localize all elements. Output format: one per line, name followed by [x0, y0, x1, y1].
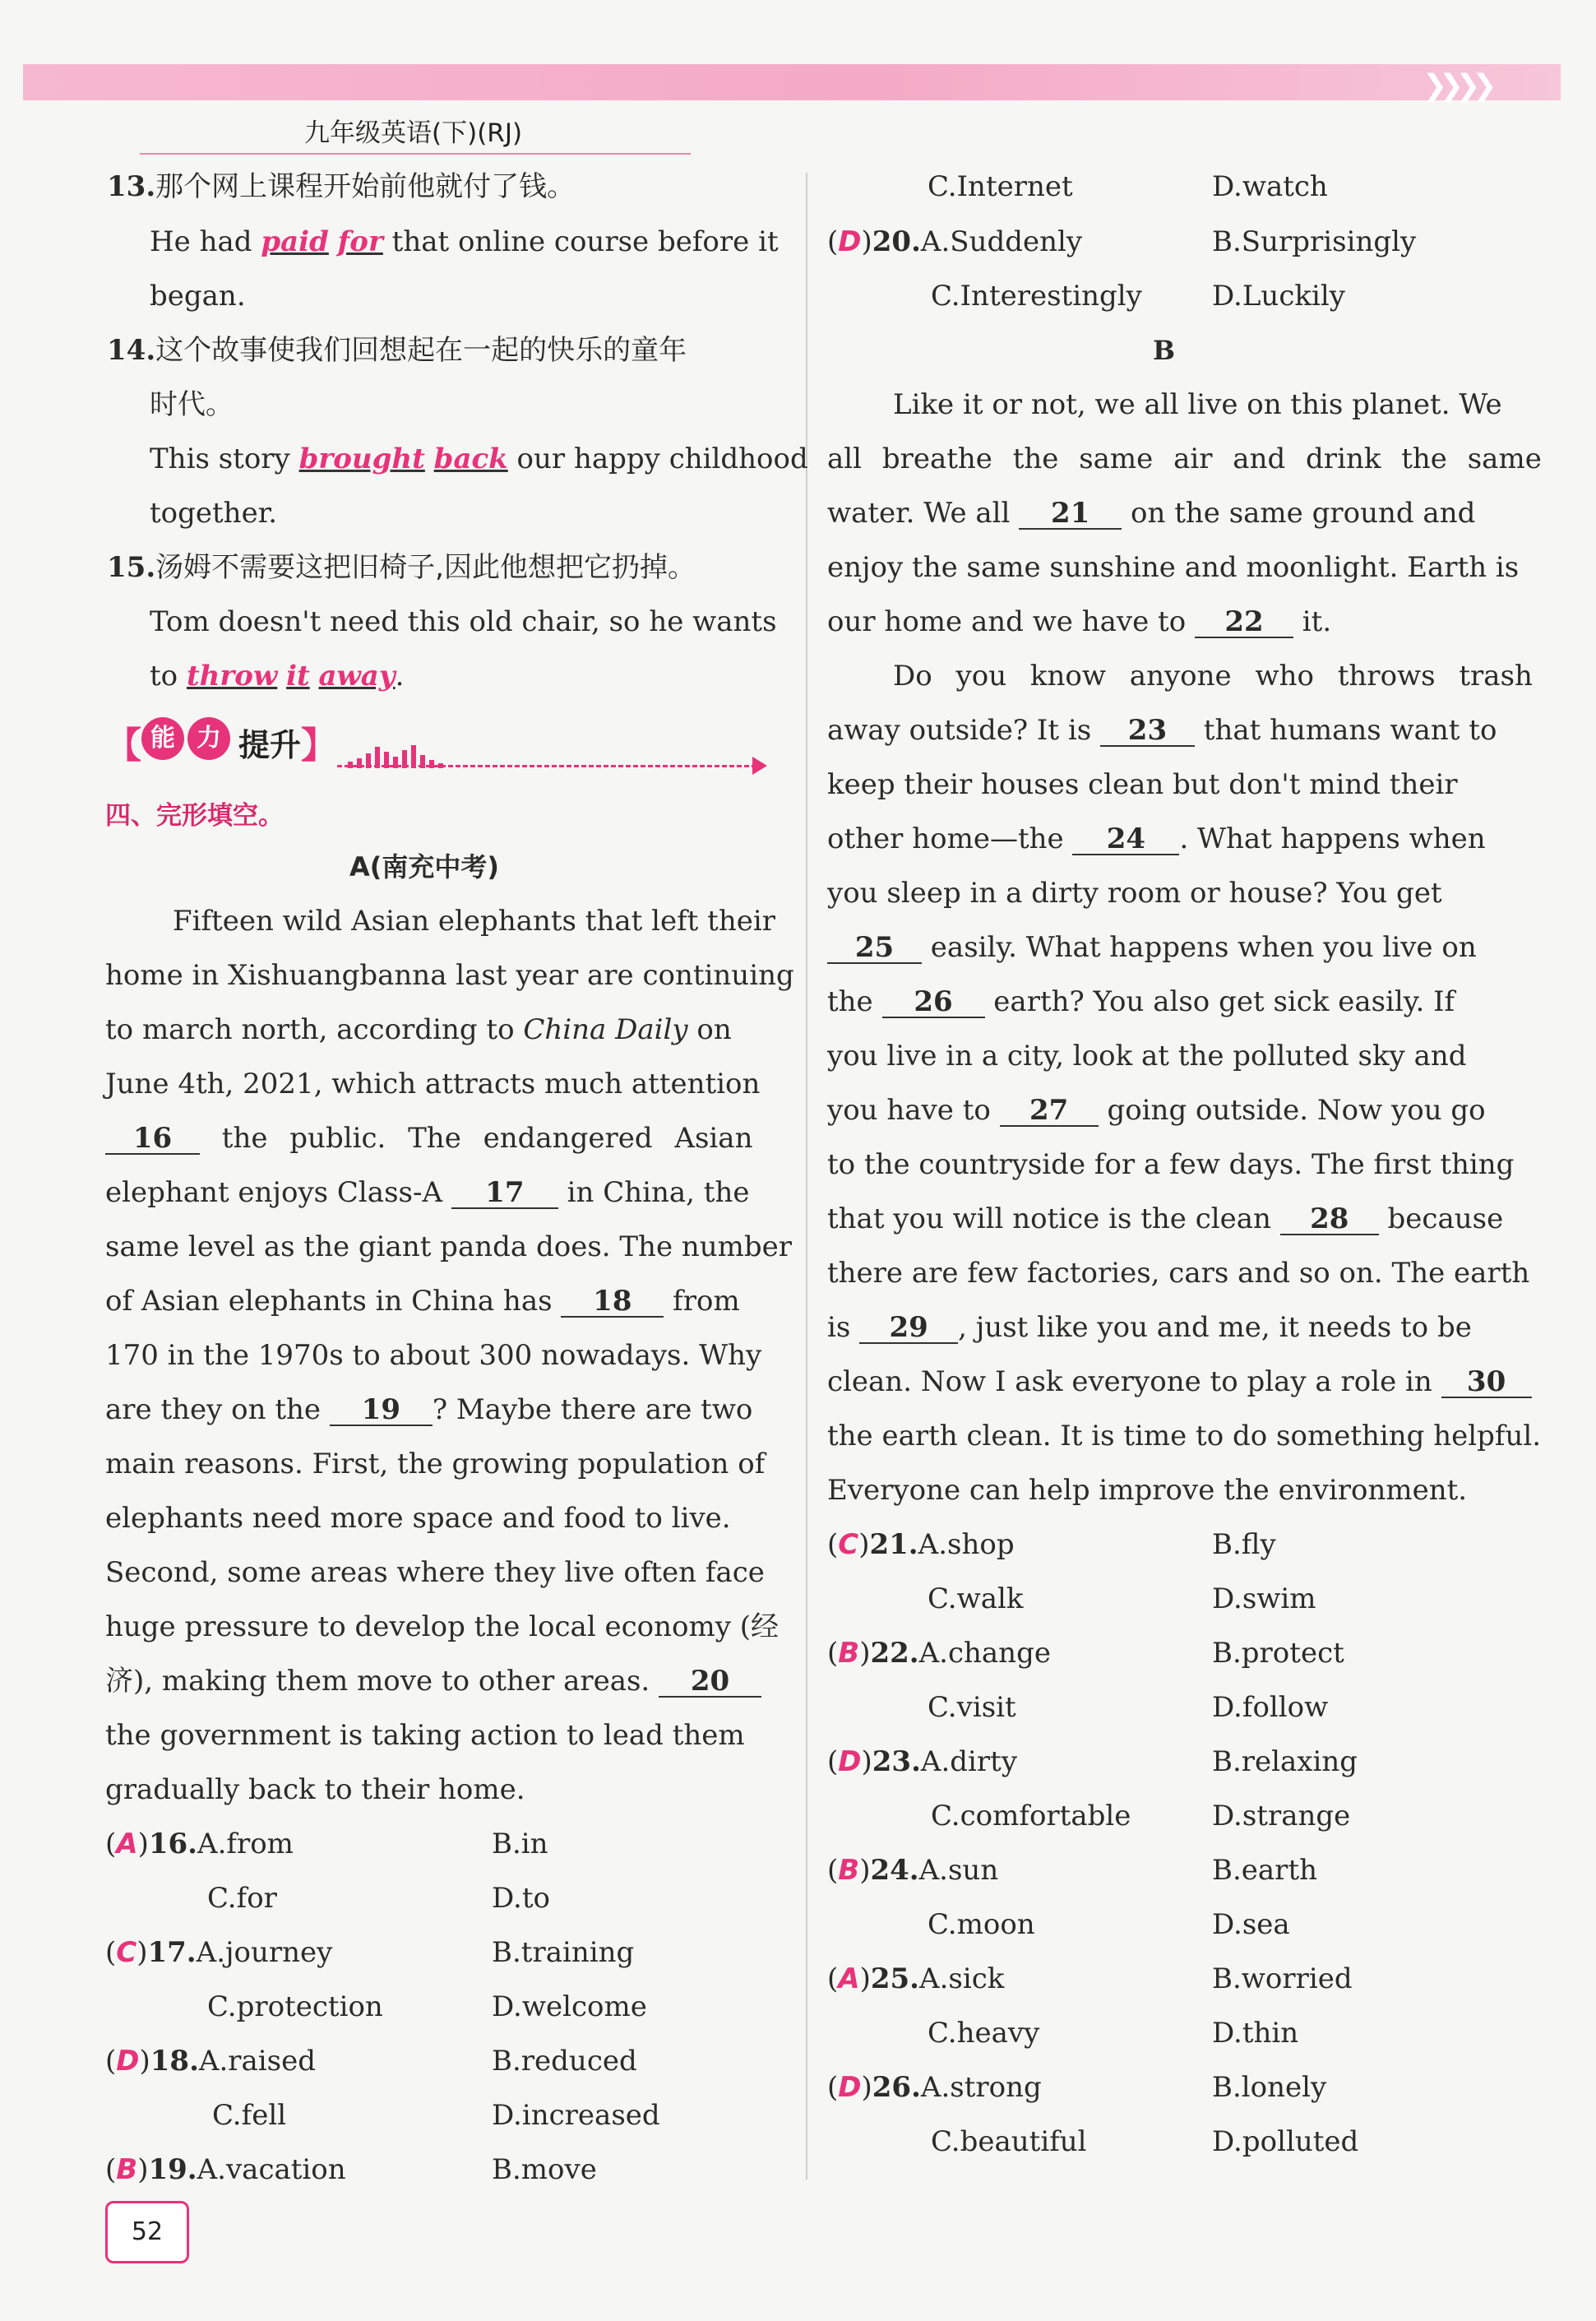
banner-dashed-line: [337, 765, 756, 767]
q13-answer-2: for: [337, 225, 383, 258]
option-row-26: (D)26.A.strong: [827, 2071, 1042, 2104]
option-21-c: C.walk: [928, 1582, 1024, 1615]
passage-b-line: away outside? It is 23 that humans want to: [827, 714, 1497, 747]
passage-a-line: are they on the 19 ? Maybe there are two: [105, 1393, 753, 1426]
banner-text: 提升: [238, 726, 302, 763]
passage-a-line: elephants need more space and food to live.: [105, 1502, 731, 1535]
option-row-18: (D)18.A.raised: [105, 2045, 317, 2078]
q14-prompt: 14.这个故事使我们回想起在一起的快乐的童年: [107, 334, 687, 367]
option-19-b: B.move: [492, 2153, 597, 2186]
q15-sentence: Tom doesn't need this old chair, so he wants: [150, 605, 777, 638]
option-row-25: (A)25.A.sick: [827, 1962, 1005, 1995]
option-16-c: C.for: [207, 1882, 277, 1915]
q13-sentence: He had paid for that online course before it: [150, 225, 779, 258]
answer-21: C: [838, 1528, 859, 1561]
page-number: 52: [105, 2201, 189, 2263]
answer-19: B: [116, 2153, 138, 2186]
banner-bars-decoration: [348, 734, 447, 749]
option-17-c: C.protection: [207, 1990, 383, 2023]
passage-a-line: Second, some areas where they live often face: [105, 1556, 765, 1589]
option-25-b: B.worried: [1212, 1962, 1353, 1995]
q14-sentence: This story brought back our happy childhood: [150, 442, 808, 475]
option-24-c: C.moon: [928, 1908, 1035, 1941]
q15-prompt: 15.汤姆不需要这把旧椅子,因此他想把它扔掉。: [107, 551, 696, 584]
answer-20: D: [838, 225, 862, 258]
passage-a-line: 170 in the 1970s to about 300 nowadays. Why: [105, 1339, 762, 1372]
option-25-d: D.thin: [1212, 2017, 1299, 2050]
option-19-d: D.watch: [1212, 170, 1328, 203]
option-26-d: D.polluted: [1212, 2125, 1359, 2158]
passage-a-line: 济), making them move to other areas. 20: [105, 1663, 761, 1699]
arrow-right-icon: [752, 757, 767, 775]
passage-a-line: huge pressure to develop the local economy (经: [105, 1610, 779, 1643]
passage-b-line: clean. Now I ask everyone to play a role in 30: [827, 1364, 1532, 1400]
passage-a-line: main reasons. First, the growing population of: [105, 1448, 766, 1480]
blank-19: 19: [330, 1395, 433, 1426]
q14-sentence-end: together.: [150, 497, 278, 530]
passage-b-line: Do you know anyone who throws trash: [893, 660, 1533, 693]
option-row-16: (A)16.A.from: [105, 1828, 294, 1860]
option-25-c: C.heavy: [928, 2017, 1040, 2050]
passage-b-line: is 29 , just like you and me, it needs to be: [827, 1311, 1472, 1344]
option-17-d: D.welcome: [492, 1990, 647, 2023]
passage-b-line: water. We all 21 on the same ground and: [827, 497, 1476, 530]
option-row-21: (C)21.A.shop: [827, 1528, 1015, 1561]
passage-b-line: 25 easily. What happens when you live on: [827, 929, 1477, 966]
blank-24: 24: [1072, 824, 1179, 855]
option-16-b: B.in: [492, 1828, 548, 1860]
option-row-24: (B)24.A.sun: [827, 1854, 999, 1887]
answer-17: C: [116, 1936, 137, 1969]
answer-16: A: [116, 1828, 138, 1860]
passage-b-line: to the countryside for a few days. The first thing: [827, 1148, 1515, 1181]
option-23-c: C.comfortable: [931, 1800, 1131, 1832]
q13-sentence-end: began.: [150, 280, 246, 313]
passage-a-title: A(南充中考): [349, 851, 500, 883]
option-20-d: D.Luckily: [1212, 280, 1345, 313]
option-22-c: C.visit: [928, 1691, 1016, 1724]
passage-a-line: Fifteen wild Asian elephants that left their: [173, 905, 775, 938]
passage-a-line: same level as the giant panda does. The number: [105, 1230, 793, 1263]
blank-18: 18: [561, 1286, 664, 1318]
blank-25: 25: [827, 933, 922, 964]
q15-answer-3: away: [318, 660, 396, 693]
ability-banner: 【 能 力 提升】: [105, 716, 447, 768]
answer-24: B: [838, 1854, 860, 1887]
passage-b-line: enjoy the same sunshine and moonlight. Earth is: [827, 551, 1520, 584]
option-26-c: C.beautiful: [931, 2125, 1087, 2158]
blank-26: 26: [882, 987, 985, 1018]
passage-b-line: other home—the 24 . What happens when: [827, 822, 1486, 855]
blank-23: 23: [1100, 716, 1195, 747]
section-4-title: 四、完形填空。: [105, 801, 284, 831]
header-band: [23, 64, 1561, 100]
option-16-d: D.to: [492, 1882, 550, 1915]
blank-20: 20: [659, 1666, 761, 1698]
blank-17: 17: [451, 1178, 558, 1209]
option-24-d: D.sea: [1212, 1908, 1290, 1941]
passage-a-line: June 4th, 2021, which attracts much attention: [105, 1068, 761, 1100]
option-22-d: D.follow: [1212, 1691, 1329, 1724]
option-21-b: B.fly: [1212, 1528, 1276, 1561]
q15-sentence-end: to throw it away.: [150, 660, 405, 693]
passage-b-title: B: [1153, 335, 1176, 366]
option-18-d: D.increased: [492, 2099, 660, 2132]
option-row-22: (B)22.A.change: [827, 1637, 1051, 1670]
passage-b-line: the earth clean. It is time to do something helpful.: [827, 1420, 1542, 1452]
blank-16: 16: [105, 1123, 200, 1155]
option-row-20: (D)20.A.Suddenly: [827, 225, 1083, 258]
option-row-23: (D)23.A.dirty: [827, 1745, 1018, 1778]
answer-23: D: [838, 1745, 862, 1778]
passage-b-line: keep their houses clean but don't mind their: [827, 768, 1458, 801]
option-23-b: B.relaxing: [1212, 1745, 1358, 1778]
passage-b-line: the 26 earth? You also get sick easily. If: [827, 985, 1455, 1018]
answer-18: D: [116, 2045, 140, 2078]
passage-b-line: all breathe the same air and drink the same: [827, 442, 1542, 475]
page-header-title: 九年级英语(下)(RJ): [304, 118, 523, 148]
option-24-b: B.earth: [1212, 1854, 1317, 1887]
option-26-b: B.lonely: [1212, 2071, 1327, 2104]
option-row-19: (B)19.A.vacation: [105, 2153, 346, 2186]
banner-badge-1: 能: [141, 717, 184, 760]
banner-badge-2: 力: [187, 717, 230, 760]
passage-b-line: there are few factories, cars and so on. The earth: [827, 1257, 1530, 1290]
blank-21: 21: [1019, 498, 1122, 530]
answer-25: A: [838, 1962, 860, 1995]
blank-27: 27: [1000, 1096, 1099, 1127]
passage-b-line: that you will notice is the clean 28 because: [827, 1202, 1504, 1235]
q14-answer-2: back: [433, 442, 508, 475]
passage-b-line: Like it or not, we all live on this planet. We: [893, 388, 1502, 421]
passage-a-line: the government is taking action to lead them: [105, 1719, 745, 1752]
q14-prompt-end: 时代。: [150, 388, 234, 421]
option-17-b: B.training: [492, 1936, 635, 1969]
passage-a-line: gradually back to their home.: [105, 1773, 525, 1806]
blank-22: 22: [1195, 607, 1293, 638]
passage-b-line: you have to 27 going outside. Now you go: [827, 1094, 1486, 1127]
answer-22: B: [838, 1637, 860, 1670]
blank-28: 28: [1280, 1204, 1379, 1235]
blank-29: 29: [859, 1313, 958, 1344]
option-18-b: B.reduced: [492, 2045, 637, 2078]
blank-30: 30: [1441, 1367, 1532, 1398]
q13-prompt: 13.那个网上课程开始前他就付了钱。: [107, 170, 576, 203]
passage-b-line: you sleep in a dirty room or house? You get: [827, 877, 1442, 910]
chevron-arrows-icon: ❯❯❯❯: [1423, 69, 1489, 103]
passage-a-line: of Asian elephants in China has 18 from: [105, 1285, 740, 1318]
option-20-c: C.Interestingly: [931, 280, 1142, 313]
option-22-b: B.protect: [1212, 1637, 1344, 1670]
q15-answer-2: it: [286, 660, 310, 693]
option-23-d: D.strange: [1212, 1800, 1351, 1832]
passage-b-line: Everyone can help improve the environment.: [827, 1474, 1468, 1507]
option-21-d: D.swim: [1212, 1582, 1316, 1615]
q13-answer-1: paid: [261, 225, 329, 258]
passage-a-line: home in Xishuangbanna last year are continuing: [105, 959, 794, 992]
passage-a-line: 16 the public. The endangered Asian: [105, 1120, 752, 1156]
answer-26: D: [838, 2071, 862, 2104]
passage-a-line: elephant enjoys Class-A 17 in China, the: [105, 1176, 750, 1209]
option-row-17: (C)17.A.journey: [105, 1936, 333, 1969]
passage-b-line: you live in a city, look at the polluted sky and: [827, 1040, 1467, 1072]
q14-answer-1: brought: [298, 442, 425, 475]
option-19-c: C.Internet: [928, 170, 1073, 203]
passage-b-line: our home and we have to 22 it.: [827, 605, 1332, 638]
q15-answer-1: throw: [186, 660, 278, 693]
option-20-b: B.Surprisingly: [1212, 225, 1417, 258]
option-18-c: C.fell: [212, 2099, 287, 2132]
passage-a-line: to march north, according to China Daily on: [105, 1013, 732, 1046]
